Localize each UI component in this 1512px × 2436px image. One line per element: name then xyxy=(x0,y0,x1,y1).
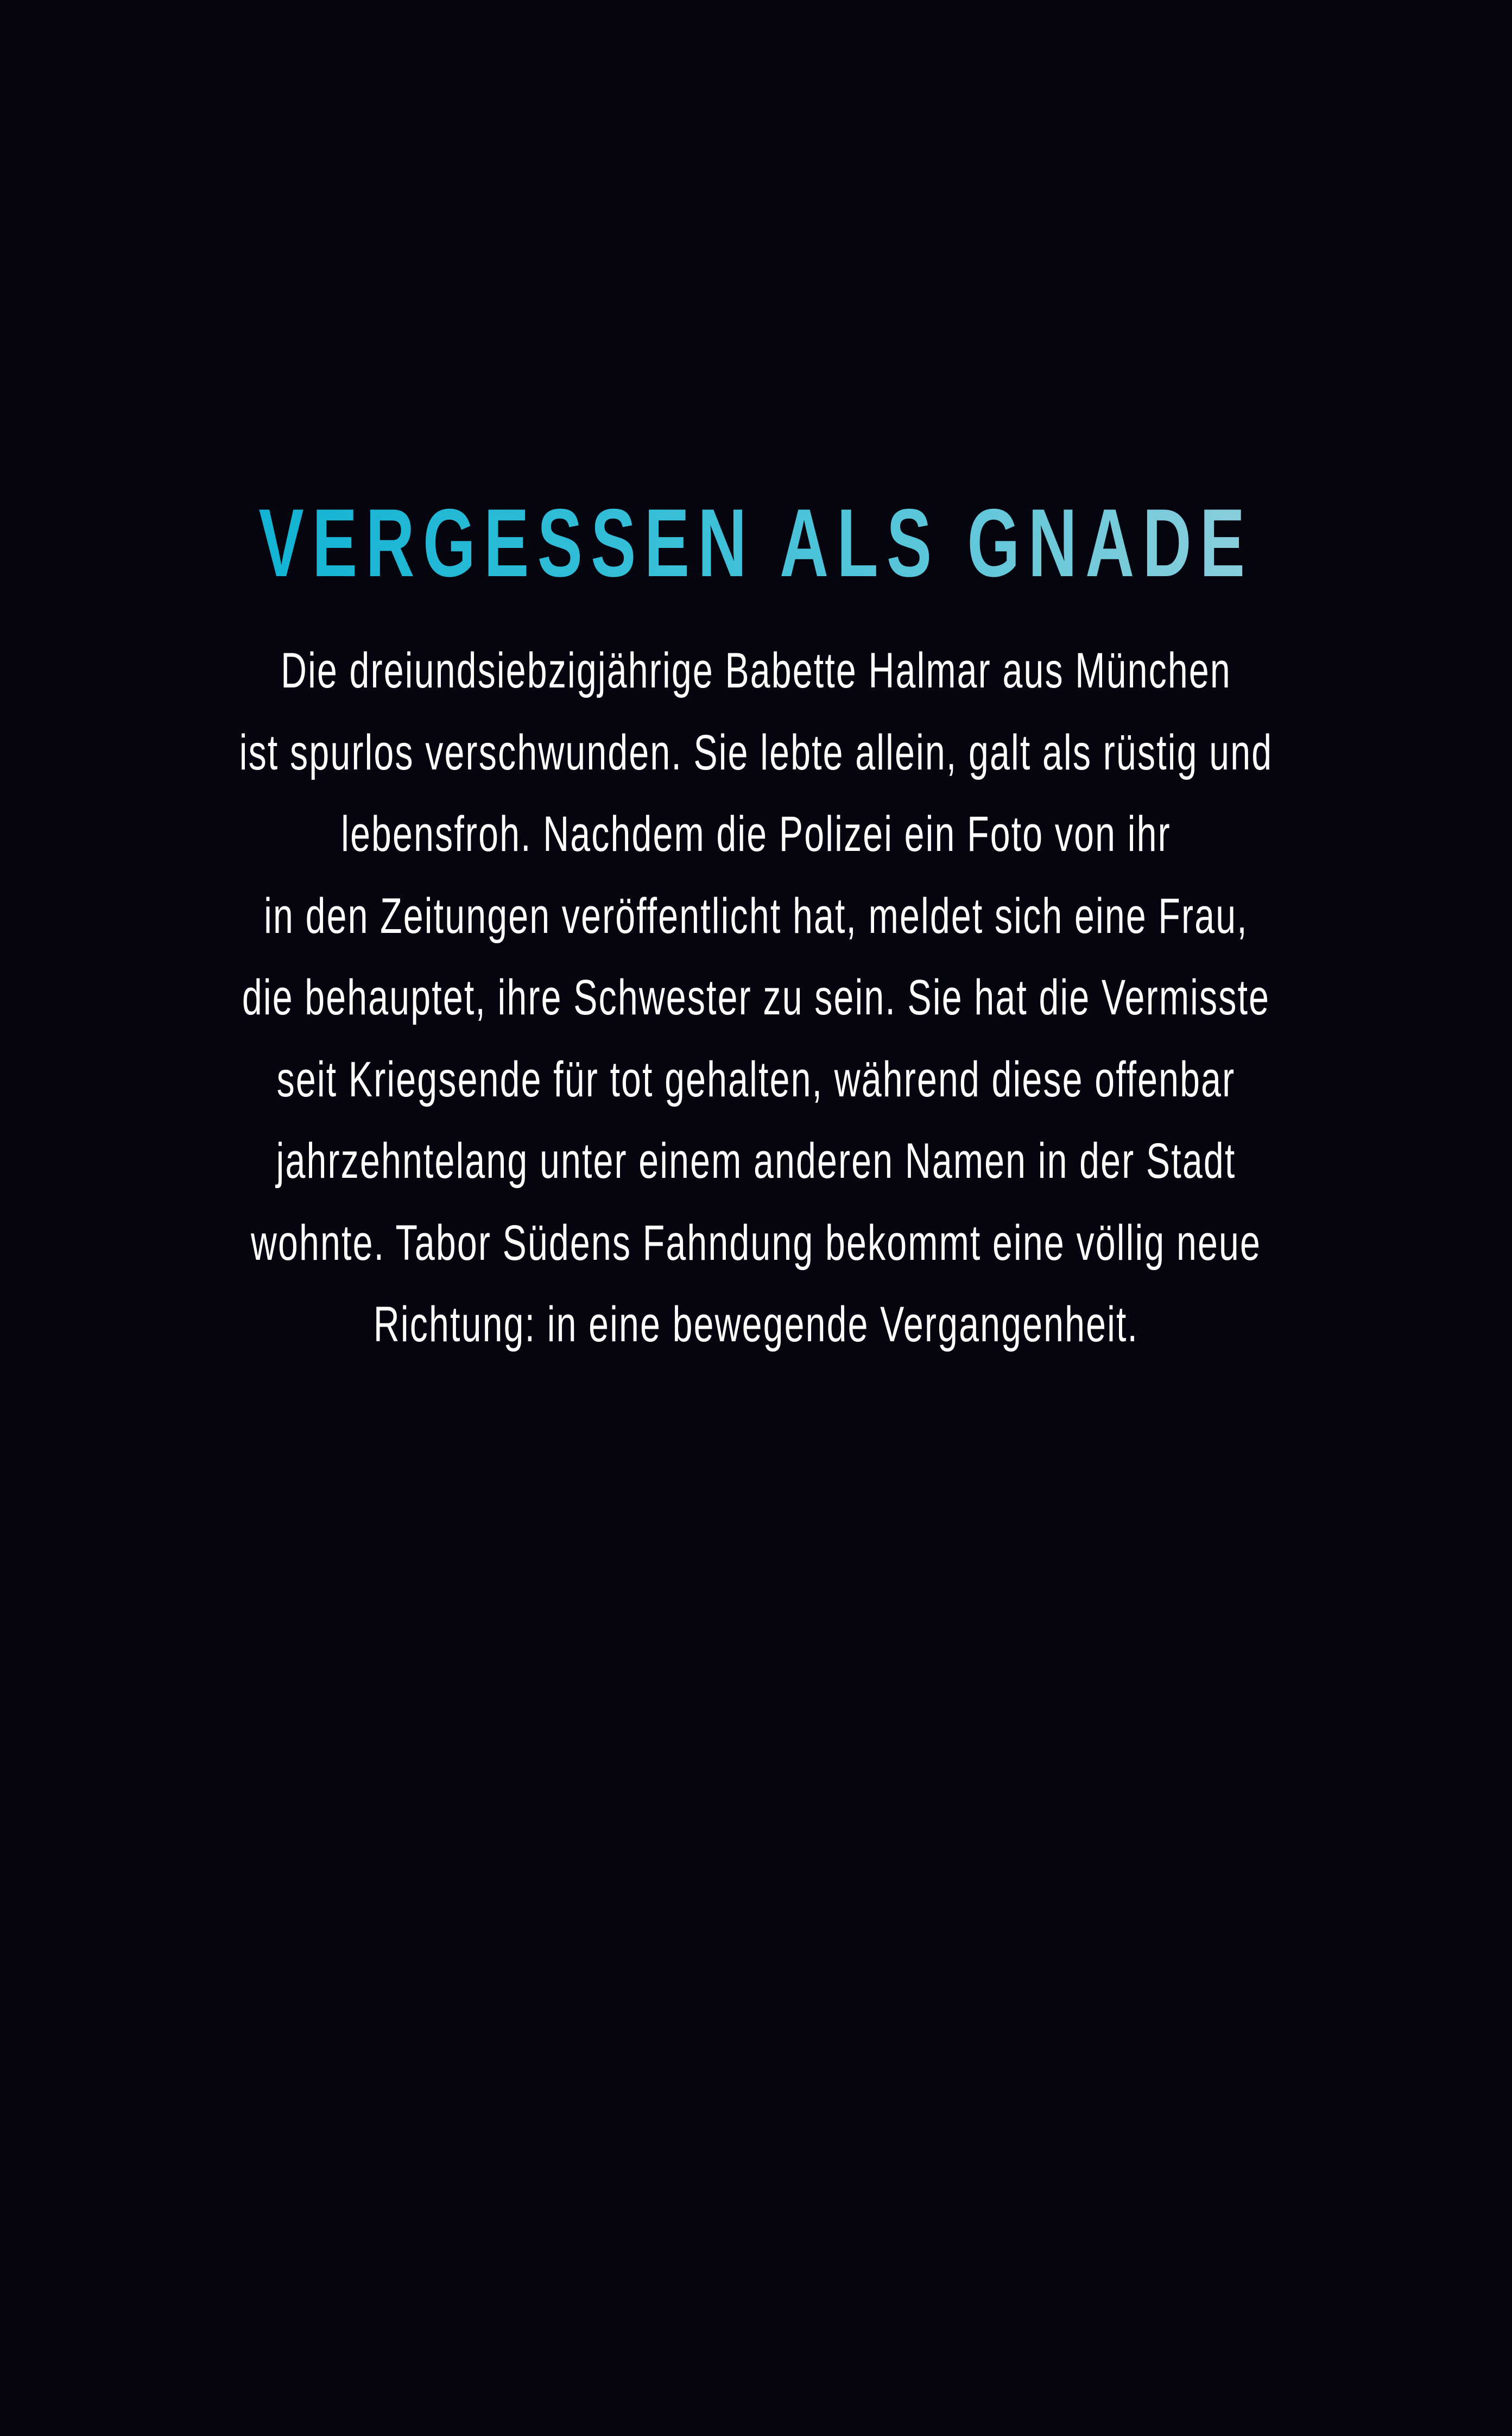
blurb-line: Die dreiundsiebzigjährige Babette Halmar aus München xyxy=(281,643,1231,698)
blurb-line: Richtung: in eine bewegende Vergangenheit. xyxy=(373,1297,1139,1352)
blurb-line: die behauptet, ihre Schwester zu sein. Sie hat die Vermisste xyxy=(242,970,1270,1025)
blurb-line: seit Kriegsende für tot gehalten, während diese offenbar xyxy=(276,1051,1236,1107)
blurb-line: lebensfroh. Nachdem die Polizei ein Foto von ihr xyxy=(341,806,1171,862)
cover-content xyxy=(0,483,1512,1366)
book-blurb xyxy=(0,630,1512,1366)
blurb-line: jahrzehntelang unter einem anderen Namen in der Stadt xyxy=(276,1133,1236,1189)
blurb-line: wohnte. Tabor Südens Fahndung bekommt eine völlig neue xyxy=(251,1215,1261,1271)
blurb-line: ist spurlos verschwunden. Sie lebte allein, galt als rüstig und xyxy=(239,724,1273,780)
blurb-line: in den Zeitungen veröffentlicht hat, meldet sich eine Frau, xyxy=(264,888,1248,944)
book-title: VERGESSEN ALS GNADE xyxy=(227,483,1286,603)
